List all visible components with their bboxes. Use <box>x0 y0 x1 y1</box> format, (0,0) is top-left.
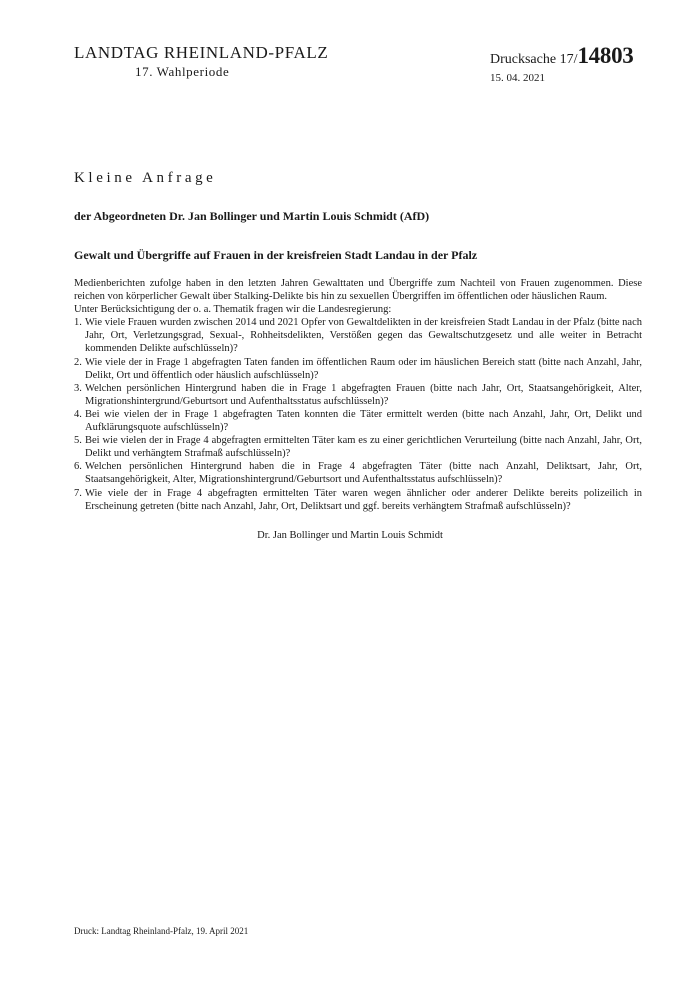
drucksache-number: 14803 <box>577 43 634 68</box>
question-number: 1. <box>74 317 82 329</box>
question-item <box>74 460 642 486</box>
signature: Dr. Jan Bollinger und Martin Louis Schmidt <box>257 530 443 541</box>
question-text: Wie viele Frauen wurden zwischen 2014 und 2021 Opfer von Gewaltdelikten in der kreisfreien Stadt Landau in der Pfalz (bitte nach Jahr, Ort, Verletzungsgrad, Sexual-, Rohheitsdelikten, Verstößen gegen das Gewaltschutzgesetz und alle weiter in Betracht kommenden Delikte aufschlüsseln)? <box>85 317 642 355</box>
authors-line: der Abgeordneten Dr. Jan Bollinger und Martin Louis Schmidt (AfD) <box>74 209 430 223</box>
letterhead <box>74 43 329 80</box>
question-text: Welchen persönlichen Hintergrund haben die in Frage 4 abgefragten Täter (bitte nach Anzahl, Deliktsart, Jahr, Ort, Staatsangehörigkeit, Alter, Migrationshintergrund/Geburtsort und Aufenthaltsstatus aufschlüsseln)? <box>85 461 642 486</box>
question-item <box>74 434 642 460</box>
question-item <box>74 316 642 355</box>
intro-paragraph: Medienberichten zufolge haben in den letzten Jahren Gewalttaten und Übergriffe zum Nachteil von Frauen zugenommen. Diese reichen von körperlicher Gewalt über Stalking-Delikte bis hin zu sexuellen Übergriffen im öffentlichen oder häuslichen Raum. <box>74 278 642 303</box>
question-number: 2. <box>74 356 82 368</box>
question-item <box>74 382 642 408</box>
question-item <box>74 408 642 434</box>
question-text: Wie viele der in Frage 4 abgefragten ermittelten Täter waren wegen ähnlicher oder anderer Delikte bereits polizeilich in Erscheinung getreten (bitte nach Anzahl, Jahr, Ort, Deliktsart und ggf. bereits verhängtem Strafmaß aufschlüsseln)? <box>85 487 642 512</box>
document-date: 15. 04. 2021 <box>490 72 545 84</box>
print-footer: Druck: Landtag Rheinland-Pfalz, 19. April 2021 <box>74 926 249 936</box>
lead-in-text: Unter Berücksichtigung der o. a. Thematik fragen wir die Landesregierung: <box>74 304 392 316</box>
document-body <box>74 277 642 513</box>
question-text: Wie viele der in Frage 1 abgefragten Taten fanden im öffentlichen Raum oder im häuslichen Bereich statt (bitte nach Anzahl, Jahr, Delikt, Ort und öffentlich oder häuslich aufschlüsseln)? <box>85 356 642 381</box>
question-item <box>74 487 642 513</box>
question-list <box>74 316 642 512</box>
question-number: 6. <box>74 461 82 473</box>
subject-heading: Gewalt und Übergriffe auf Frauen in der kreisfreien Stadt Landau in der Pfalz <box>74 248 478 262</box>
question-number: 3. <box>74 382 82 394</box>
question-item <box>74 356 642 382</box>
document-reference <box>490 44 660 84</box>
drucksache-line <box>490 44 660 72</box>
question-text: Bei wie vielen der in Frage 1 abgefragten Taten konnten die Täter ermittelt werden (bitte nach Anzahl, Jahr, Ort, Delikt und Aufklärungsquote aufschlüsseln)? <box>85 408 642 434</box>
drucksache-prefix: Drucksache 17/ <box>490 52 578 67</box>
question-text: Bei wie vielen der in Frage 4 abgefragten ermittelten Täter kam es zu einer gerichtlichen Verurteilung (bitte nach Anzahl, Jahr, Ort, Delikt und verhängtem Strafmaß aufschlüsseln)? <box>85 435 642 460</box>
question-number: 4. <box>74 408 82 420</box>
question-number: 5. <box>74 435 82 447</box>
question-number: 7. <box>74 487 82 499</box>
parliament-name: LANDTAG RHEINLAND-PFALZ <box>74 43 329 62</box>
document-type-heading: Kleine Anfrage <box>74 170 217 186</box>
legislative-period: 17. Wahlperiode <box>135 64 230 79</box>
question-text: Welchen persönlichen Hintergrund haben die in Frage 1 abgefragten Frauen (bitte nach Jahr, Ort, Staatsangehörigkeit, Alter, Migrationshintergrund/Geburtsort und Aufenthaltsstatus aufschlüsseln)? <box>85 382 642 407</box>
